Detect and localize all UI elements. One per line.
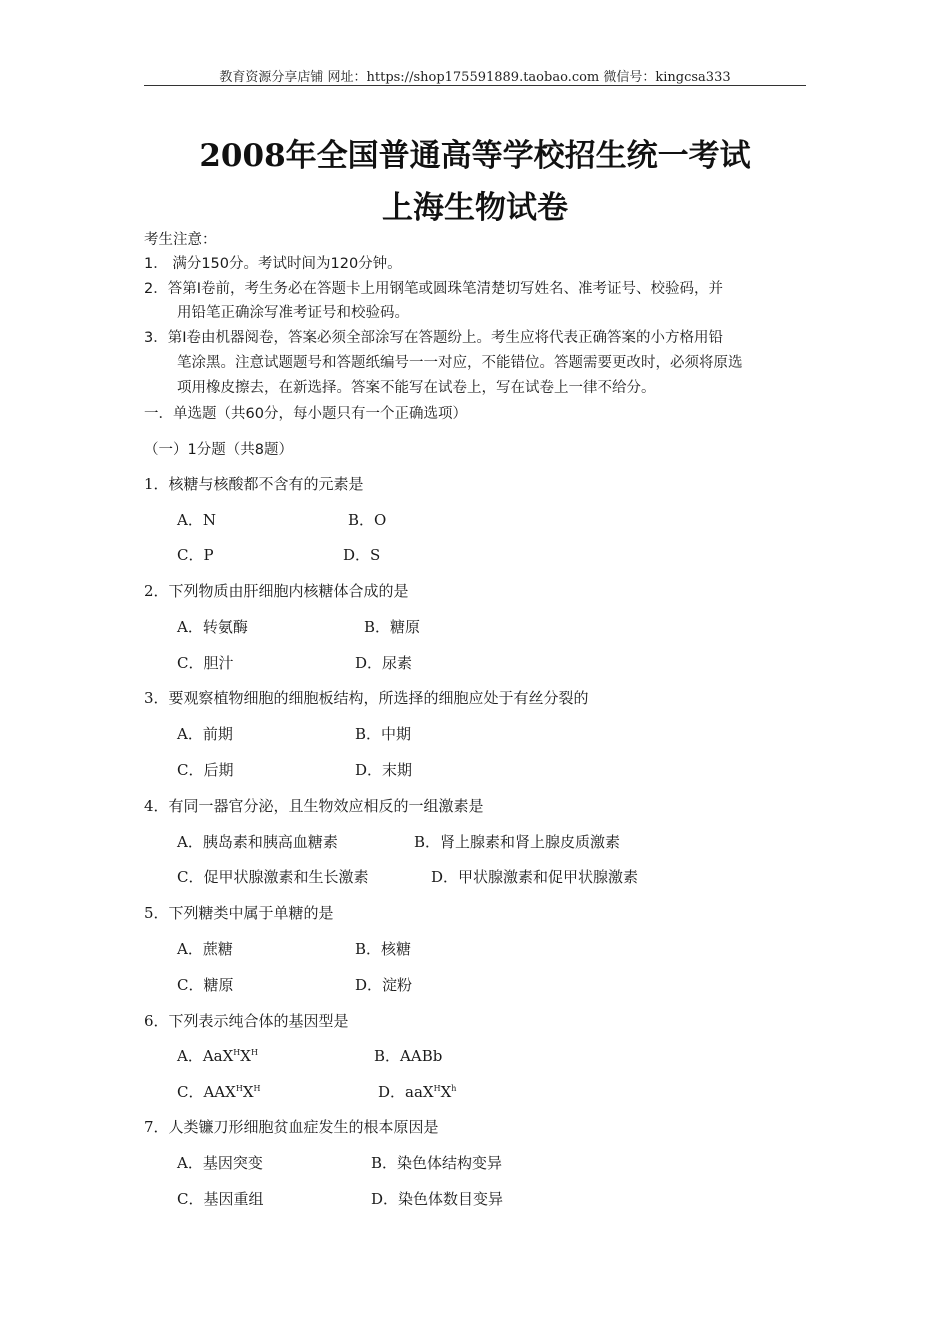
exam-subtitle: 上海生物试卷 [382, 190, 568, 226]
option-b: B．AABb [374, 1047, 443, 1065]
option-d [378, 1081, 456, 1102]
option-a: A．转氨酶 [177, 618, 248, 636]
question-stem: 7．人类镰刀形细胞贫血症发生的根本原因是 [144, 1118, 439, 1136]
subsection-heading: （一）1分题（共8题） [144, 442, 293, 458]
question-stem: 2．下列物质由肝细胞内核糖体合成的是 [144, 582, 409, 600]
question-stem: 6．下列表示纯合体的基因型是 [144, 1012, 349, 1030]
option-b: B．肾上腺素和肾上腺皮质激素 [414, 833, 621, 851]
option-b: B．核糖 [355, 940, 412, 958]
superscript: H [253, 1084, 261, 1093]
page-header: 教育资源分享店铺 网址：https://shop175591889.taobao.com 微信号：kingcsa333 [219, 70, 731, 85]
question-stem: 4．有同一器官分泌，且生物效应相反的一组激素是 [144, 797, 484, 815]
option-text: C．AAX [177, 1083, 236, 1101]
option-c: C．促甲状腺激素和生长激素 [177, 868, 369, 886]
option-text: X [240, 1047, 251, 1065]
option-c [177, 1081, 260, 1102]
option-b: B．染色体结构变异 [371, 1154, 503, 1172]
option-b: B．O [348, 511, 387, 529]
option-c: C．基因重组 [177, 1190, 264, 1208]
option-b: B．中期 [355, 725, 412, 743]
option-d: D．末期 [355, 761, 413, 779]
option-text: X [440, 1083, 452, 1101]
option-c: C．胆汁 [177, 654, 234, 672]
notice-item-2: 2．答第Ⅰ卷前，考生务必在答题卡上用钢笔或圆珠笔清楚切写姓名、准考证号、校验码，并 [144, 281, 723, 297]
notice-item-2-cont: 用铅笔正确涂写准考证号和校验码。 [177, 305, 409, 321]
superscript: H [250, 1048, 258, 1057]
exam-title: 2008年全国普通高等学校招生统一考试 [199, 138, 751, 174]
option-d: D．尿素 [355, 654, 413, 672]
notice-item-1: 1． 满分150分。考试时间为120分钟。 [144, 256, 402, 272]
option-text: X [242, 1083, 254, 1101]
notice-item-3: 3．第Ⅰ卷由机器阅卷，答案必须全部涂写在答题纷上。考生应将代表正确答案的小方格用铅 [144, 330, 723, 346]
option-a: A．前期 [177, 725, 233, 743]
option-c: C．后期 [177, 761, 234, 779]
option-text: A．AaX [177, 1047, 234, 1065]
option-c: C．P [177, 546, 214, 564]
superscript: H [433, 1084, 441, 1093]
question-stem: 5．下列糖类中属于单糖的是 [144, 904, 334, 922]
option-a: A．胰岛素和胰高血糖素 [177, 833, 338, 851]
option-text: D．aaX [378, 1083, 434, 1101]
option-d: D．淀粉 [355, 976, 413, 994]
option-b: B．糖原 [364, 618, 421, 636]
superscript: H [233, 1048, 241, 1057]
option-a [177, 1045, 258, 1066]
option-a: A．N [177, 511, 216, 529]
option-d: D．S [343, 546, 381, 564]
notice-item-3-cont-1: 笔涂黑。注意试题题号和答题纸编号一一对应，不能错位。答题需要更改时，必须将原选 [177, 355, 743, 371]
question-stem: 3．要观察植物细胞的细胞板结构，所选择的细胞应处于有丝分裂的 [144, 689, 589, 707]
option-c: C．糖原 [177, 976, 234, 994]
superscript: H [235, 1084, 243, 1093]
option-d: D．甲状腺激素和促甲状腺激素 [431, 868, 639, 886]
question-stem: 1．核糖与核酸都不含有的元素是 [144, 475, 364, 493]
notice-item-3-cont-2: 项用橡皮擦去，在新选择。答案不能写在试卷上，写在试卷上一律不给分。 [177, 380, 656, 396]
section-heading: 一．单选题（共60分，每小题只有一个正确选项） [144, 406, 467, 422]
option-a: A．蔗糖 [177, 940, 233, 958]
option-d: D．染色体数目变异 [371, 1190, 504, 1208]
superscript: h [451, 1084, 457, 1093]
option-a: A．基因突变 [177, 1154, 263, 1172]
header-divider [144, 85, 806, 86]
notice-heading: 考生注意： [144, 232, 217, 248]
